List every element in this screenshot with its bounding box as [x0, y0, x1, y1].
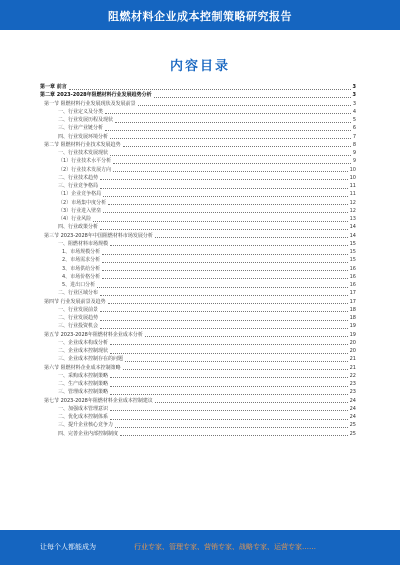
table-of-contents [40, 83, 356, 513]
toc-entry[interactable] [40, 331, 356, 339]
toc-entry-page: 25 [349, 422, 356, 429]
toc-entry[interactable] [40, 182, 356, 190]
toc-entry-page: 11 [349, 183, 356, 189]
toc-entry[interactable] [40, 306, 356, 314]
toc-leader-dots [155, 237, 348, 238]
toc-entry-page: 3 [352, 100, 356, 107]
toc-leader-dots [125, 361, 348, 362]
toc-entry-label: 第二节 阻燃材料行业技术发展趋势 [44, 141, 121, 148]
toc-entry-page: 3 [352, 92, 356, 99]
toc-entry-label: 一、行业技术发展现状 [58, 150, 109, 156]
toc-leader-dots [100, 328, 348, 329]
toc-entry-page: 23 [349, 389, 356, 396]
toc-entry-label: （2）市场集中度分析 [58, 199, 107, 206]
toc-entry-label: （1）企业竞争格局 [58, 191, 102, 198]
toc-leader-dots [113, 163, 351, 164]
toc-entry-label: （1）行业技术水平分析 [58, 158, 112, 165]
toc-leader-dots [103, 196, 347, 197]
toc-leader-dots [145, 336, 348, 337]
toc-leader-dots [155, 402, 348, 403]
toc-entry[interactable] [40, 248, 356, 256]
toc-entry-page: 3 [352, 84, 356, 90]
toc-leader-dots [110, 245, 348, 246]
toc-entry[interactable] [40, 430, 356, 438]
toc-entry-page: 21 [349, 364, 356, 371]
toc-entry[interactable] [40, 124, 356, 132]
toc-entry-page: 13 [349, 216, 356, 222]
page-header [0, 0, 400, 30]
toc-entry-label: 二、生产成本控制策略 [58, 381, 109, 387]
toc-entry-label: 三、行业竞争格局 [58, 183, 99, 189]
toc-entry-label: 3、市场供给分析 [62, 265, 101, 272]
toc-entry[interactable] [40, 347, 356, 355]
toc-entry-page: 12 [349, 199, 356, 206]
toc-leader-dots [110, 344, 348, 345]
toc-entry-label: 四、行业政策分析 [58, 224, 99, 231]
toc-entry-page: 25 [349, 430, 356, 437]
toc-entry-label: （2）行业技术发展方向 [58, 166, 112, 173]
toc-entry-page: 16 [349, 273, 356, 280]
toc-entry-page: 8 [352, 141, 356, 148]
toc-entry[interactable] [40, 91, 356, 99]
toc-entry-page: 16 [349, 282, 356, 288]
toc-entry-page: 20 [349, 348, 356, 354]
toc-entry-label: 第五节 2023-2028年阻燃材料企业成本分析 [44, 331, 143, 338]
toc-entry-page: 7 [352, 133, 356, 140]
toc-entry[interactable] [40, 421, 356, 429]
toc-entry[interactable] [40, 281, 356, 289]
toc-leader-dots [100, 179, 348, 180]
toc-entry[interactable] [40, 298, 356, 306]
toc-entry-page: 12 [349, 207, 356, 214]
toc-entry-label: 三、管理成本控制策略 [58, 389, 109, 396]
toc-entry-page: 14 [349, 232, 356, 239]
toc-leader-dots [110, 410, 348, 411]
toc-entry[interactable] [40, 199, 356, 207]
toc-entry[interactable] [40, 388, 356, 396]
toc-entry-page: 9 [352, 158, 356, 165]
toc-entry-label: 三、企业成本控制存在的问题 [58, 356, 124, 363]
footer-roles: 行业专家、管理专家、营销专家、战略专家、运营专家…… [134, 543, 316, 551]
toc-leader-dots [100, 311, 348, 312]
toc-entry-label: 一、行业发展前景 [58, 306, 99, 313]
toc-leader-dots [102, 262, 347, 263]
toc-entry[interactable] [40, 273, 356, 281]
toc-entry-label: 5、进出口分析 [62, 282, 96, 288]
toc-entry-label: 第二章 2023-2028年阻燃材料行业发展趋势分析 [40, 92, 152, 99]
toc-entry[interactable] [40, 232, 356, 240]
toc-entry-page: 19 [349, 331, 356, 338]
toc-entry-page: 21 [349, 356, 356, 363]
toc-entry[interactable] [40, 223, 356, 231]
toc-entry[interactable] [40, 166, 356, 174]
toc-entry[interactable] [40, 215, 356, 223]
toc-entry-label: 4、市场价格分析 [62, 273, 101, 280]
toc-entry-label: 三、行业产业链分析 [58, 125, 104, 132]
toc-entry-page: 19 [349, 323, 356, 330]
toc-leader-dots [102, 254, 347, 255]
toc-entry-label: 四、行业发展环境分析 [58, 133, 109, 140]
page-footer [0, 530, 400, 565]
toc-entry[interactable] [40, 380, 356, 388]
toc-entry[interactable] [40, 265, 356, 273]
toc-entry-label: （3）行业进入壁垒 [58, 207, 102, 214]
toc-leader-dots [110, 377, 348, 378]
toc-entry-label: 一、企业成本构成分析 [58, 339, 109, 346]
toc-entry-label: 二、行业技术趋势 [58, 174, 99, 181]
toc-entry-page: 15 [349, 240, 356, 247]
toc-leader-dots [110, 353, 348, 354]
toc-leader-dots [110, 419, 348, 420]
toc-entry[interactable] [40, 207, 356, 215]
toc-entry[interactable] [40, 116, 356, 124]
toc-entry-label: 第三节 2023-2028年中国阻燃材料市场发展分析 [44, 232, 153, 239]
toc-entry[interactable] [40, 397, 356, 405]
toc-leader-dots [110, 394, 348, 395]
toc-leader-dots [108, 303, 348, 304]
toc-leader-dots [123, 369, 348, 370]
toc-entry[interactable] [40, 322, 356, 330]
toc-entry-label: 一、采购成本控制策略 [58, 372, 109, 379]
toc-entry-page: 11 [349, 191, 356, 198]
toc-entry-label: 三、行业投资机会 [58, 323, 99, 330]
toc-entry-page: 24 [349, 405, 356, 412]
toc-leader-dots [105, 130, 351, 131]
toc-entry[interactable] [40, 314, 356, 322]
toc-entry-label: 二、行业区域分布 [58, 290, 99, 297]
toc-entry-label: 第七节 2023-2028年阻燃材料企业成本控制建议 [44, 397, 153, 404]
toc-leader-dots [115, 427, 348, 428]
toc-leader-dots [102, 278, 347, 279]
toc-entry-label: 三、提升企业核心竞争力 [58, 422, 114, 429]
toc-heading: 内容目录 [169, 59, 230, 74]
toc-entry[interactable] [40, 372, 356, 380]
toc-leader-dots [93, 221, 347, 222]
toc-leader-dots [108, 204, 347, 205]
toc-entry-label: 二、行业发展趋势 [58, 315, 99, 321]
toc-entry-page: 24 [349, 414, 356, 420]
toc-entry-page: 20 [349, 339, 356, 346]
toc-entry[interactable] [40, 190, 356, 198]
toc-entry-page: 10 [349, 166, 356, 173]
toc-leader-dots [110, 386, 348, 387]
toc-leader-dots [100, 188, 348, 189]
toc-entry-page: 15 [349, 257, 356, 264]
toc-entry-page: 10 [349, 174, 356, 181]
toc-entry-page: 18 [349, 306, 356, 313]
toc-entry[interactable] [40, 413, 356, 421]
toc-entry-page: 24 [349, 397, 356, 404]
toc-entry-label: 一、加强成本管理意识 [58, 405, 109, 412]
toc-leader-dots [154, 97, 351, 98]
toc-entry[interactable] [40, 405, 356, 413]
footer-slogan: 让每个人都能成为 [40, 543, 96, 551]
toc-entry[interactable] [40, 108, 356, 116]
toc-entry-label: 一、行业定义及分类 [58, 108, 104, 115]
toc-entry[interactable] [40, 364, 356, 372]
toc-entry-label: 2、市场需求分析 [62, 257, 101, 264]
toc-leader-dots [102, 270, 347, 271]
toc-entry-page: 16 [349, 265, 356, 272]
toc-entry[interactable] [40, 83, 356, 91]
toc-entry[interactable] [40, 149, 356, 157]
toc-entry-label: 二、行业发展历程及现状 [58, 117, 114, 123]
toc-leader-dots [97, 287, 347, 288]
toc-entry-page: 9 [352, 150, 356, 156]
toc-entry[interactable] [40, 100, 356, 108]
toc-entry-label: （4）行业风险 [58, 216, 92, 222]
toc-entry-page: 4 [352, 108, 356, 115]
toc-entry-page: 22 [349, 372, 356, 379]
toc-leader-dots [100, 295, 348, 296]
toc-entry[interactable] [40, 339, 356, 347]
toc-leader-dots [100, 229, 348, 230]
toc-leader-dots [113, 171, 347, 172]
toc-entry[interactable] [40, 141, 356, 149]
toc-leader-dots [69, 89, 351, 90]
toc-entry-page: 18 [349, 315, 356, 321]
toc-entry-label: 第一节 阻燃材料行业发展现状及发展前景 [44, 100, 136, 107]
toc-entry-label: 1、市场规模分析 [62, 249, 101, 255]
toc-leader-dots [110, 155, 351, 156]
toc-entry[interactable] [40, 133, 356, 141]
toc-entry-label: 一、阻燃材料市场规模 [58, 240, 109, 247]
toc-entry-page: 17 [349, 298, 356, 305]
toc-entry[interactable] [40, 256, 356, 264]
toc-leader-dots [105, 113, 351, 114]
toc-entry-page: 23 [349, 381, 356, 387]
toc-entry[interactable] [40, 355, 356, 363]
toc-leader-dots [103, 212, 347, 213]
toc-leader-dots [100, 320, 348, 321]
report-title: 阻燃材料企业成本控制策略研究报告 [108, 10, 292, 23]
toc-entry-page: 15 [349, 249, 356, 255]
toc-entry-page: 14 [349, 224, 356, 231]
toc-entry[interactable] [40, 157, 356, 165]
toc-leader-dots [138, 105, 351, 106]
toc-entry-label: 第一章 前言 [40, 84, 67, 90]
toc-leader-dots [110, 138, 351, 139]
toc-entry-page: 5 [352, 117, 356, 123]
toc-entry[interactable] [40, 174, 356, 182]
toc-entry-label: 二、企业成本控制现状 [58, 348, 109, 354]
toc-leader-dots [123, 146, 351, 147]
toc-entry-label: 第六节 阻燃材料企业成本控制策略 [44, 364, 121, 371]
toc-entry-label: 第四节 行业发展前景及趋势 [44, 298, 106, 305]
toc-entry-label: 四、完善企业内部控制制度 [58, 430, 119, 437]
toc-entry[interactable] [40, 240, 356, 248]
toc-entry-page: 6 [352, 125, 356, 132]
toc-entry-page: 17 [349, 290, 356, 297]
toc-entry-label: 二、优化成本控制体系 [58, 414, 109, 420]
toc-leader-dots [115, 122, 351, 123]
toc-leader-dots [120, 435, 348, 436]
toc-entry[interactable] [40, 289, 356, 297]
